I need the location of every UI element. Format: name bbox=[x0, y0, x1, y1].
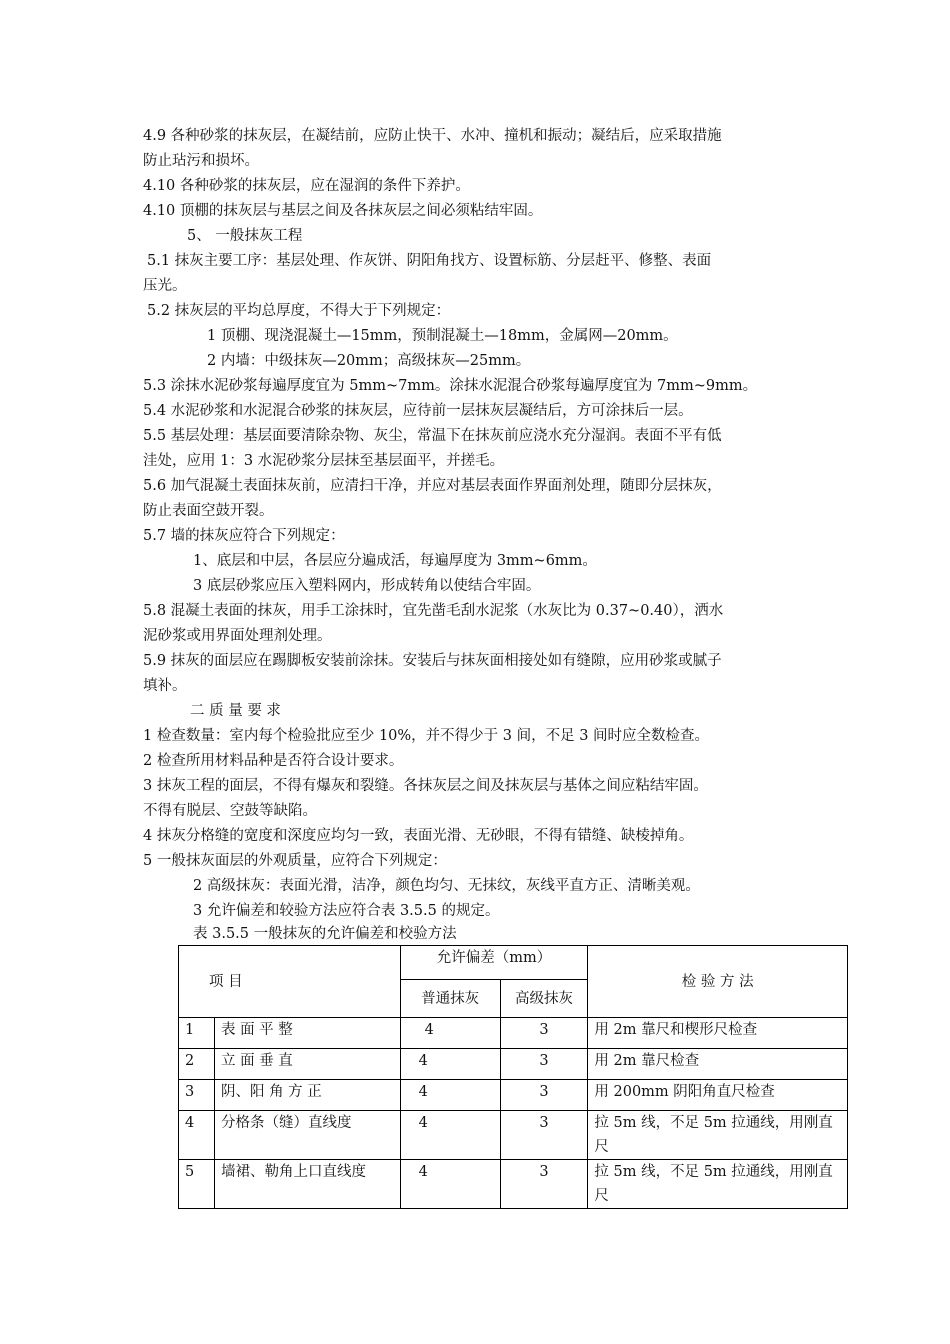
paragraph-5-5-line1: 5.5 基层处理：基层面要清除杂物、灰尘，常温下在抹灰前应浇水充分湿润。表面不平有低 bbox=[143, 428, 722, 444]
table-caption: 表 3.5.5 一般抹灰的允许偏差和校验方法 bbox=[193, 926, 457, 942]
row-method: 用 2m 靠尺检查 bbox=[588, 1049, 848, 1080]
header-normal: 普通抹灰 bbox=[400, 980, 500, 1018]
row-number: 4 bbox=[179, 1111, 215, 1160]
paragraph-5-7: 5.7 墙的抹灰应符合下列规定： bbox=[143, 528, 345, 544]
row-number: 2 bbox=[179, 1049, 215, 1080]
row-method: 拉 5m 线，不足 5m 拉通线，用刚直尺 bbox=[588, 1160, 848, 1209]
paragraph-5-4: 5.4 水泥砂浆和水泥混合砂浆的抹灰层，应待前一层抹灰层凝结后，方可涂抹后一层。 bbox=[143, 403, 693, 419]
table-row bbox=[179, 1111, 848, 1160]
row-normal: 4 bbox=[400, 1160, 500, 1209]
paragraph-4-9-line2: 防止玷污和损坏。 bbox=[143, 153, 259, 169]
paragraph-5-2: 5.2 抹灰层的平均总厚度，不得大于下列规定： bbox=[147, 303, 451, 319]
section-heading-5: 5、 一般抹灰工程 bbox=[187, 228, 303, 244]
row-normal: 4 bbox=[400, 1018, 500, 1049]
row-normal: 4 bbox=[400, 1049, 500, 1080]
header-deviation: 允许偏差（mm） bbox=[400, 946, 588, 980]
paragraph-5-5-line2: 洼处，应用 1：3 水泥砂浆分层抹至基层面平，并搓毛。 bbox=[143, 453, 505, 469]
paragraph-5-3: 5.3 涂抹水泥砂浆每遍厚度宜为 5mm~7mm。涂抹水泥混合砂浆每遍厚度宜为 7mm~9mm。 bbox=[143, 378, 758, 394]
quality-item-1: 1 检查数量：室内每个检验批应至少 10%，并不得少于 3 间，不足 3 间时应全数检查。 bbox=[143, 728, 710, 744]
paragraph-5-9-line2: 填补。 bbox=[143, 678, 187, 694]
quality-item-3-line2: 不得有脱层、空鼓等缺陷。 bbox=[143, 803, 317, 819]
paragraph-5-9-line1: 5.9 抹灰的面层应在踢脚板安装前涂抹。安装后与抹灰面相接处如有缝隙，应用砂浆或腻子 bbox=[143, 653, 722, 669]
row-number: 5 bbox=[179, 1160, 215, 1209]
quality-item-3-line1: 3 抹灰工程的面层，不得有爆灰和裂缝。各抹灰层之间及抹灰层与基体之间应粘结牢固。 bbox=[143, 778, 708, 794]
paragraph-5-1-line2: 压光。 bbox=[143, 278, 187, 294]
table-row bbox=[179, 1160, 848, 1209]
paragraph-4-9-line1: 4.9 各种砂浆的抹灰层，在凝结前，应防止快干、水冲、撞机和振动；凝结后，应采取措施 bbox=[143, 128, 722, 144]
quality-item-5-sub3: 3 允许偏差和较验方法应符合表 3.5.5 的规定。 bbox=[193, 903, 500, 919]
paragraph-5-8-line2: 泥砂浆或用界面处理剂处理。 bbox=[143, 628, 332, 644]
header-method: 检 验 方 法 bbox=[588, 946, 848, 1018]
quality-item-4: 4 抹灰分格缝的宽度和深度应均匀一致，表面光滑、无砂眼，不得有错缝、缺棱掉角。 bbox=[143, 828, 694, 844]
paragraph-5-2-item2: 2 内墙：中级抹灰—20mm；高级抹灰—25mm。 bbox=[207, 353, 531, 369]
row-advanced: 3 bbox=[500, 1111, 588, 1160]
paragraph-4-10b: 4.10 顶棚的抹灰层与基层之间及各抹灰层之间必须粘结牢固。 bbox=[143, 203, 543, 219]
paragraph-5-7-item3: 3 底层砂浆应压入塑料网内，形成转角以使结合牢固。 bbox=[193, 578, 541, 594]
paragraph-5-2-item1: 1 顶棚、现浇混凝土—15mm，预制混凝土—18mm，金属网—20mm。 bbox=[207, 328, 678, 344]
row-item: 阴、阳 角 方 正 bbox=[214, 1080, 400, 1111]
section-heading-quality: 二 质 量 要 求 bbox=[190, 703, 281, 719]
row-advanced: 3 bbox=[500, 1049, 588, 1080]
paragraph-4-10a: 4.10 各种砂浆的抹灰层，应在湿润的条件下养护。 bbox=[143, 178, 470, 194]
paragraph-5-6-line2: 防止表面空鼓开裂。 bbox=[143, 503, 274, 519]
paragraph-5-1-line1: 5.1 抹灰主要工序：基层处理、作灰饼、阴阳角找方、设置标筋、分层赶平、修整、表面 bbox=[147, 253, 712, 269]
quality-item-5: 5 一般抹灰面层的外观质量，应符合下列规定： bbox=[143, 853, 447, 869]
row-advanced: 3 bbox=[500, 1160, 588, 1209]
paragraph-5-6-line1: 5.6 加气混凝土表面抹灰前，应清扫干净，并应对基层表面作界面剂处理，随即分层抹灰， bbox=[143, 478, 722, 494]
table-row bbox=[179, 1049, 848, 1080]
header-item: 项 目 bbox=[179, 946, 401, 1018]
paragraph-5-7-item1: 1、底层和中层，各层应分遍成活，每遍厚度为 3mm~6mm。 bbox=[193, 553, 597, 569]
row-item: 墙裙、勒角上口直线度 bbox=[214, 1160, 400, 1209]
row-advanced: 3 bbox=[500, 1018, 588, 1049]
row-normal: 4 bbox=[400, 1080, 500, 1111]
paragraph-5-8-line1: 5.8 混凝土表面的抹灰，用手工涂抹时，宜先凿毛刮水泥浆（水灰比为 0.37~0.40），洒水 bbox=[143, 603, 724, 619]
row-normal: 4 bbox=[400, 1111, 500, 1160]
row-item: 立 面 垂 直 bbox=[214, 1049, 400, 1080]
table-row bbox=[179, 1018, 848, 1049]
deviation-table bbox=[178, 945, 848, 1209]
row-advanced: 3 bbox=[500, 1080, 588, 1111]
quality-item-2: 2 检查所用材料品种是否符合设计要求。 bbox=[143, 753, 404, 769]
row-number: 3 bbox=[179, 1080, 215, 1111]
table-row bbox=[179, 1080, 848, 1111]
row-method: 用 2m 靠尺和楔形尺检查 bbox=[588, 1018, 848, 1049]
row-method: 用 200mm 阴阳角直尺检查 bbox=[588, 1080, 848, 1111]
row-number: 1 bbox=[179, 1018, 215, 1049]
row-method: 拉 5m 线，不足 5m 拉通线，用刚直尺 bbox=[588, 1111, 848, 1160]
header-advanced: 高级抹灰 bbox=[500, 980, 588, 1018]
quality-item-5-sub2: 2 高级抹灰：表面光滑，洁净，颜色均匀、无抹纹，灰线平直方正、清晰美观。 bbox=[193, 878, 700, 894]
row-item: 分格条（缝）直线度 bbox=[214, 1111, 400, 1160]
row-item: 表 面 平 整 bbox=[214, 1018, 400, 1049]
